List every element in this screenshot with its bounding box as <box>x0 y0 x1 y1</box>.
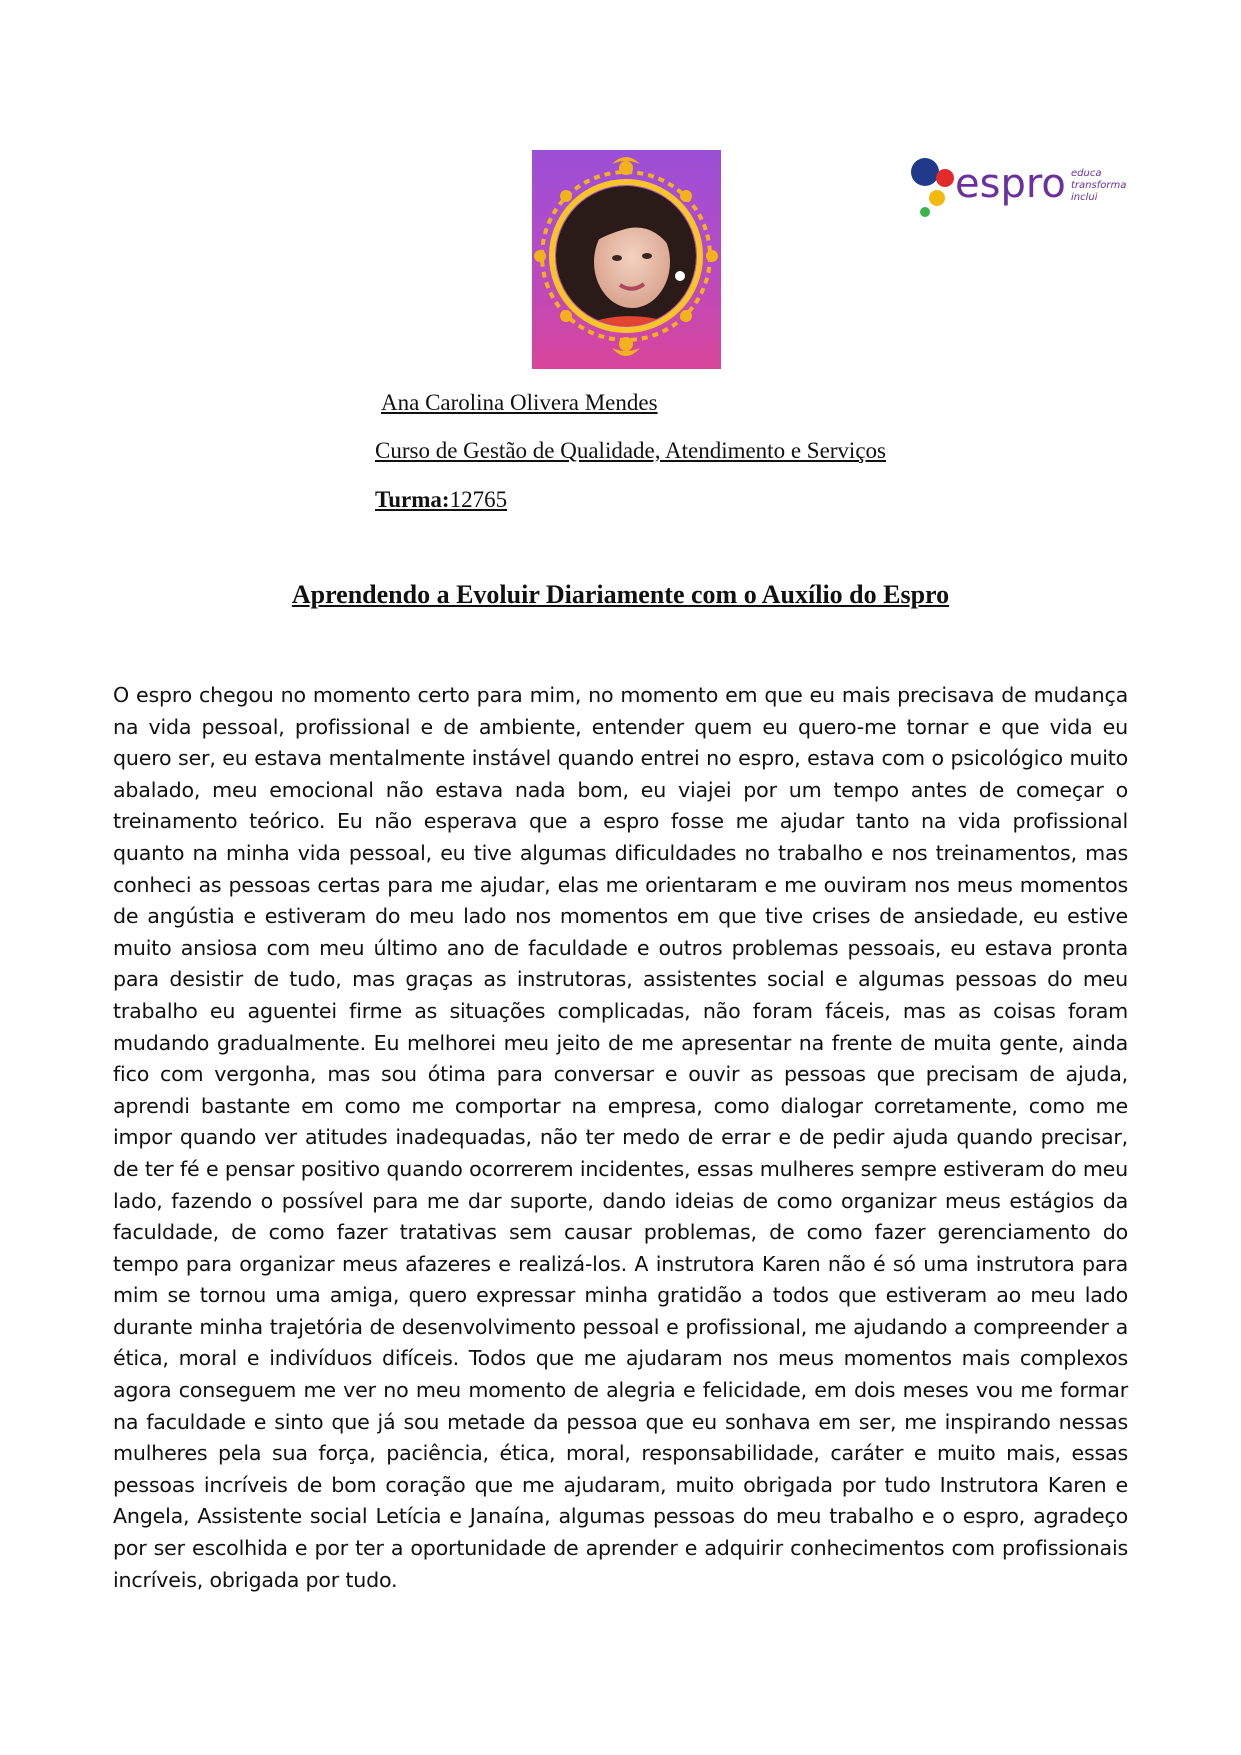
svg-text:espro: espro <box>955 161 1066 207</box>
profile-photo <box>532 150 721 369</box>
body-paragraph: O espro chegou no momento certo para mim, no momento em que eu mais precisava de mudança na vida pessoal, profissional e de ambiente, entender quem eu quero-me tornar e que vida eu quero ser, eu estava mentalmente instável quando entrei no espro, estava com o psicológico muito abalado, meu emocional não estava nada bom, eu viajei por um tempo antes de começar o treinamento teórico. Eu não esperava que a espro fosse me ajudar tanto na vida profissional quanto na minha vida pessoal, eu tive algumas dificuldades no trabalho e nos treinamentos, mas conheci as pessoas certas para me ajudar, elas me orientaram e me ouviram nos meus momentos de angústia e estiveram do meu lado nos momentos em que tive crises de ansiedade, eu estive muito ansiosa com meu último ano de faculdade e outros problemas pessoais, eu estava pronta para desistir de tudo, mas graças as instrutoras, assistentes social e algumas pessoas do meu trabalho eu aguentei firme as situações complicadas, não foram fáceis, mas as coisas foram mudando gradualmente. Eu melhorei meu jeito de me apresentar na frente de muita gente, ainda fico com vergonha, mas sou ótima para conversar e ouvir as pessoas que precisam de ajuda, aprendi bastante em como me comportar na empresa, como dialogar corretamente, como me impor quando ver atitudes inadequadas, não ter medo de errar e de pedir ajuda quando precisar, de ter fé e pensar positivo quando ocorrerem incidentes, essas mulheres sempre estiveram do meu lado, fazendo o possível para me dar suporte, dando ideias de como organizar meus estágios da faculdade, de como fazer tratativas sem causar problemas, de como fazer gerenciamento do tempo para organizar meus afazeres e realizá-los. A instrutora Karen não é só uma instrutora para mim se tornou uma amiga, quero expressar minha gratidão a todos que estiveram ao meu lado durante minha trajetória de desenvolvimento pessoal e profissional, me ajudando a compreender a ética, moral e indivíduos difíceis. Todos que me ajudaram nos meus momentos mais complexos agora conseguem me ver no meu momento de alegria e felicidade, em dois meses vou me formar na faculdade e sinto que já sou metade da pessoa que eu sonhava em ser, me inspirando nessas mulheres pela sua força, paciência, ética, moral, responsabilidade, caráter e muito mais, essas pessoas incríveis de bom coração que me ajudaram, muito obrigada por tudo Instrutora Karen e Angela, Assistente social Letícia e Janaína, algumas pessoas do meu trabalho e o espro, agradeço por ser escolhida e por ter a oportunidade de aprender e adquirir conhecimentos com profissionais incríveis, obrigada por tudo. <box>113 683 1128 1592</box>
class-value: 12765 <box>449 487 508 512</box>
document-body <box>113 680 1128 1596</box>
svg-text:transforma: transforma <box>1071 180 1127 191</box>
class-number <box>375 487 507 513</box>
document-title: Aprendendo a Evoluir Diariamente com o Auxílio do Espro <box>291 580 950 609</box>
class-label: Turma: <box>375 487 450 512</box>
espro-logo <box>905 152 1135 224</box>
student-name: Ana Carolina Olivera Mendes <box>381 390 658 415</box>
course-name: Curso de Gestão de Qualidade, Atendimento e Serviços <box>375 438 886 463</box>
svg-text:educa: educa <box>1071 168 1102 179</box>
svg-text:inclui: inclui <box>1071 192 1098 203</box>
